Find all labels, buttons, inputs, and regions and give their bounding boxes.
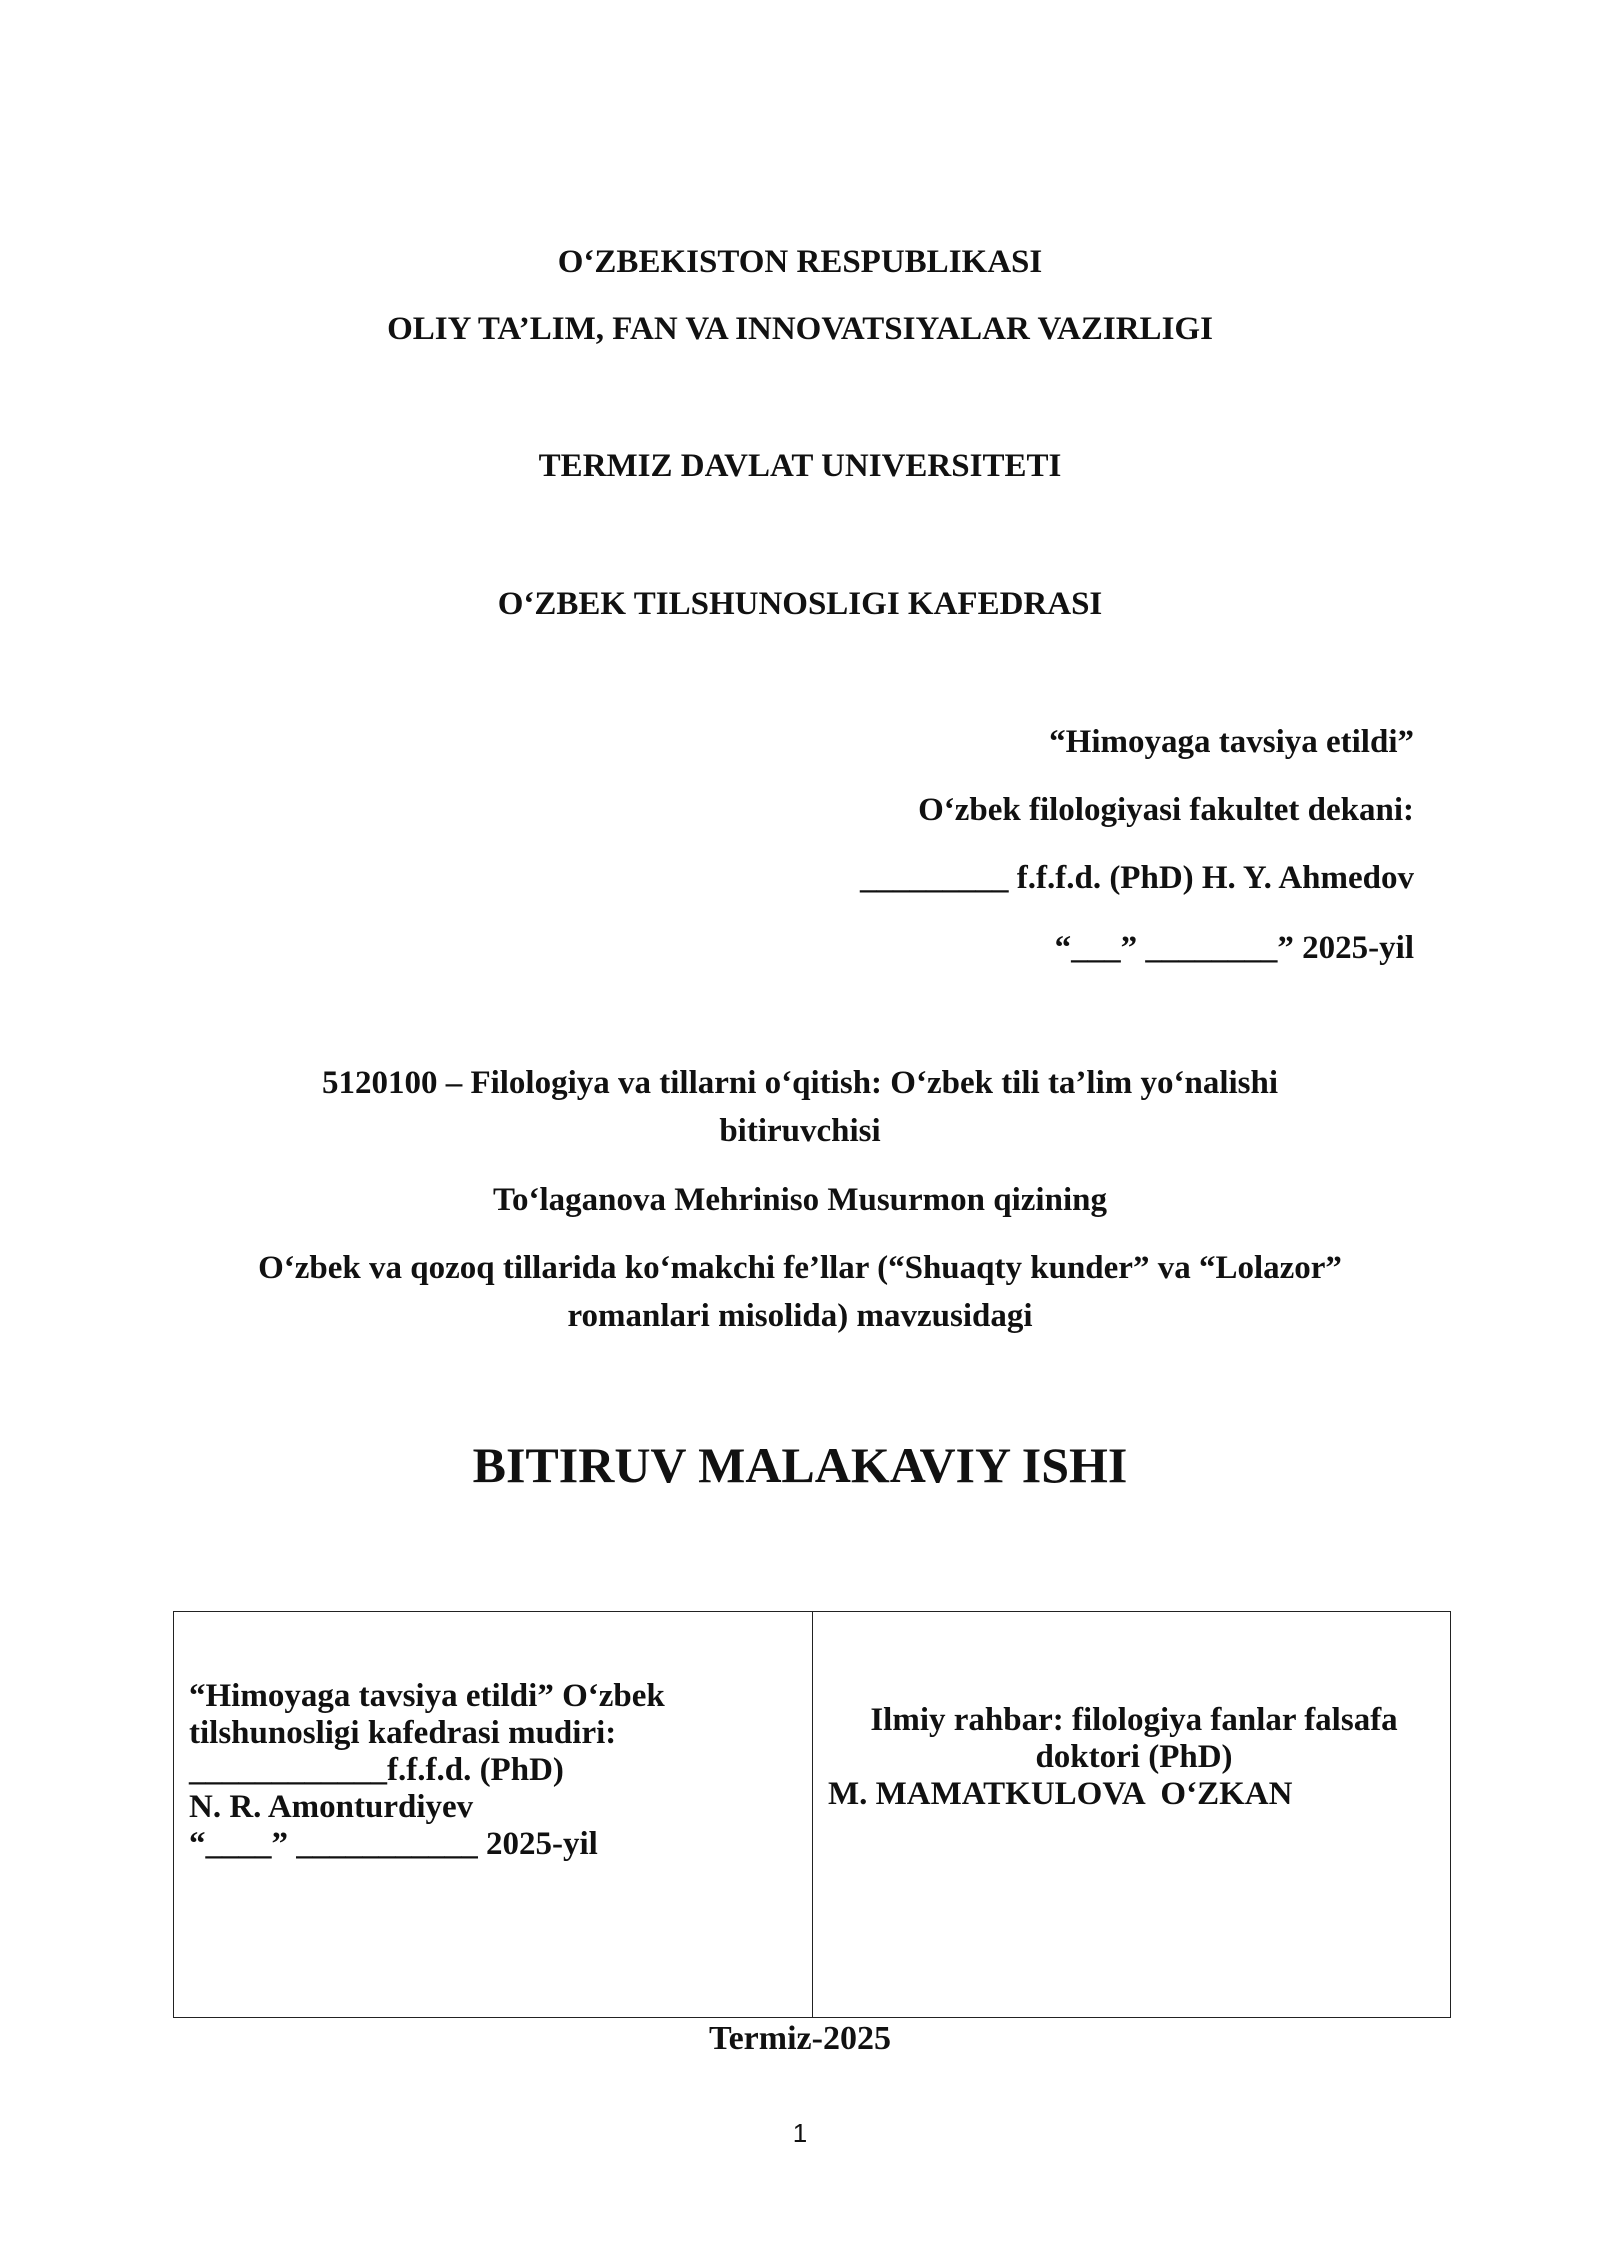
left-cell-line-1: “Himoyaga tavsiya etildi” O‘zbek <box>189 1678 665 1714</box>
right-cell-line-3: M. MAMATKULOVA O‘ZKAN <box>828 1776 1293 1812</box>
ministry-heading: OLIY TA’LIM, FAN VA INNOVATSIYALAR VAZIRLIGI <box>387 311 1213 347</box>
thesis-title: BITIRUV MALAKAVIY ISHI <box>472 1437 1128 1493</box>
department-heading: O‘ZBEK TILSHUNOSLIGI KAFEDRASI <box>497 586 1103 622</box>
approval-recommended: “Himoyaga tavsiya etildi” <box>1049 724 1414 760</box>
left-cell-line-4: N. R. Amonturdiyev <box>189 1789 474 1825</box>
university-heading: TERMIZ DAVLAT UNIVERSITETI <box>538 448 1062 484</box>
left-cell-line-5: “____” ___________ 2025-yil <box>189 1826 598 1862</box>
left-cell-line-2: tilshunosligi kafedrasi mudiri: <box>189 1715 617 1751</box>
supervisor-cell <box>813 1612 1450 2017</box>
place-and-year: Termiz-2025 <box>709 2020 891 2057</box>
topic-line-2: romanlari misolida) mavzusidagi <box>567 1298 1033 1334</box>
program-line-2: bitiruvchisi <box>719 1113 881 1149</box>
page-number: 1 <box>792 2118 808 2148</box>
right-cell-line-2: doktori (PhD) <box>1035 1739 1233 1775</box>
left-cell-line-3: ____________f.f.f.d. (PhD) <box>189 1752 564 1788</box>
head-of-department-cell <box>174 1612 813 2017</box>
approval-dean-signature: _________ f.f.f.d. (PhD) H. Y. Ahmedov <box>860 860 1414 896</box>
approval-date: “___” ________” 2025-yil <box>1054 930 1414 966</box>
topic-line-1: O‘zbek va qozoq tillarida ko‘makchi fe’llar (“Shuaqty kunder” va “Lolazor” <box>258 1250 1342 1286</box>
republic-heading: O‘ZBEKISTON RESPUBLIKASI <box>557 244 1043 280</box>
author-name: To‘laganova Mehriniso Musurmon qizining <box>493 1182 1107 1218</box>
signature-table <box>173 1611 1451 2018</box>
approval-dean-title: O‘zbek filologiyasi fakultet dekani: <box>918 792 1414 828</box>
right-cell-line-1: Ilmiy rahbar: filologiya fanlar falsafa <box>870 1702 1398 1738</box>
program-line-1: 5120100 – Filologiya va tillarni o‘qitish: O‘zbek tili ta’lim yo‘nalishi <box>321 1065 1279 1101</box>
